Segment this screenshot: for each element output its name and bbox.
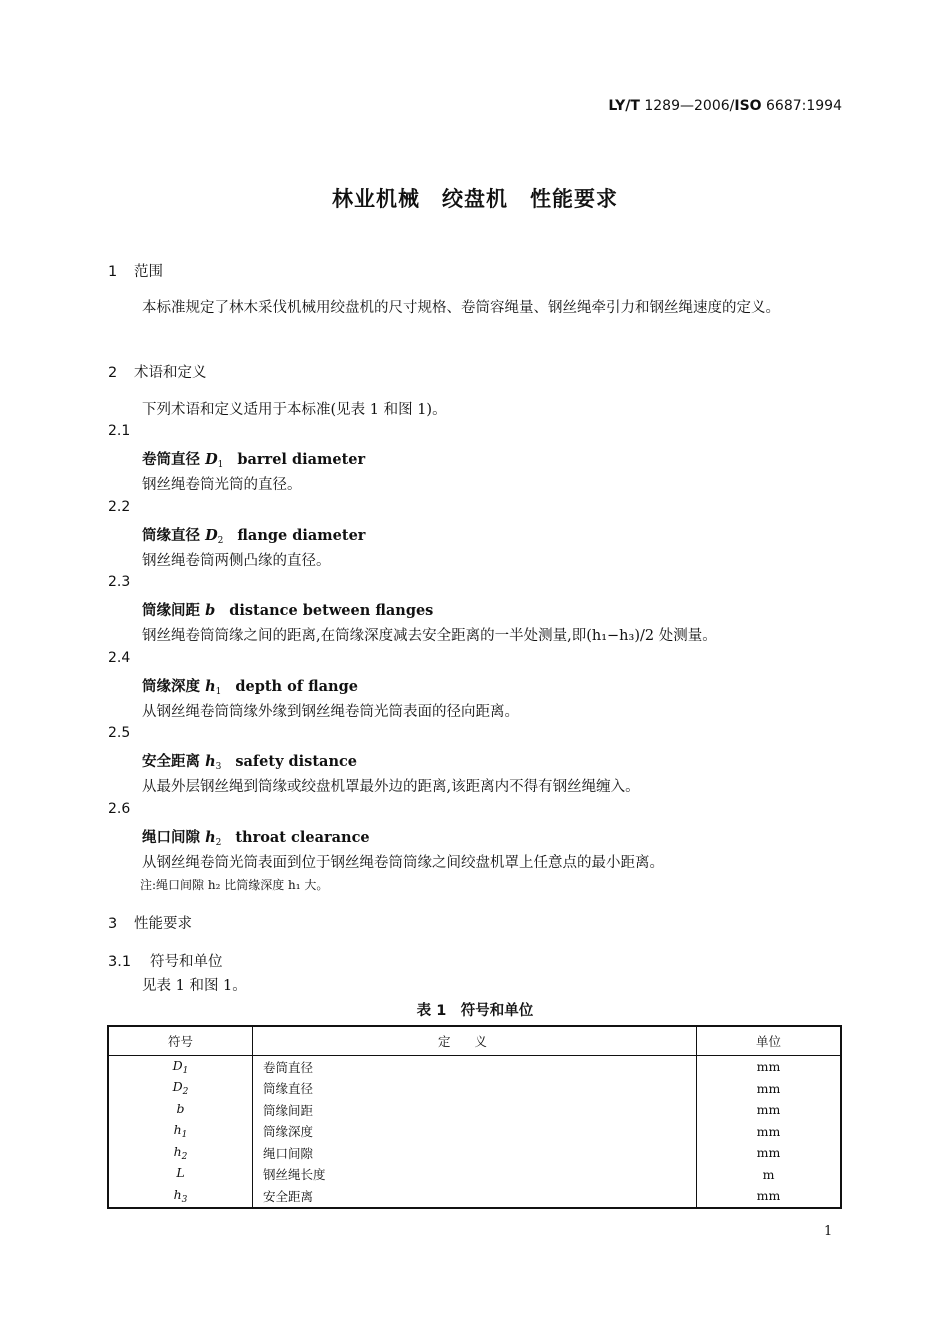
cell-definition: 安全距离 — [253, 1185, 697, 1208]
term-symbol: h — [205, 828, 216, 846]
section-1-heading: 1 范围 — [108, 264, 163, 280]
term-number: 2.3 — [108, 574, 131, 590]
cell-unit: mm — [697, 1078, 842, 1100]
term-number: 2.4 — [108, 649, 131, 666]
table-row — [108, 1099, 841, 1121]
header-symbol: 符号 — [108, 1026, 253, 1056]
term-symbol-sub: 1 — [217, 460, 224, 470]
term-heading — [142, 750, 357, 772]
cell-unit: mm — [697, 1142, 842, 1164]
standard-number: LY/T 1289—2006/ISO 6687:1994 — [608, 98, 842, 114]
term-heading — [142, 448, 365, 470]
term-heading — [142, 524, 365, 546]
term-zh: 安全距离 — [142, 753, 200, 770]
table-row — [108, 1164, 841, 1186]
term-symbol-sub: 1 — [215, 686, 222, 697]
term-en: throat clearance — [235, 828, 370, 846]
term-definition: 钢丝绳卷筒两侧凸缘的直径。 — [142, 552, 331, 569]
term-number: 2.6 — [108, 800, 131, 817]
section-2-heading: 2 术语和定义 — [108, 365, 207, 381]
term-heading — [142, 826, 370, 848]
term-definition: 钢丝绳卷筒光筒的直径。 — [142, 477, 302, 493]
cell-symbol: $h_3$ — [108, 1185, 253, 1208]
term-zh: 卷筒直径 — [142, 451, 200, 468]
cell-definition: 筒缘直径 — [253, 1078, 697, 1100]
page-number: 1 — [824, 1224, 833, 1239]
cell-definition: 筒缘间距 — [253, 1099, 697, 1121]
term-symbol-sub: 2 — [217, 535, 224, 546]
term-symbol: D — [205, 526, 218, 544]
term-zh: 筒缘间距 — [142, 602, 200, 619]
table-row — [108, 1185, 841, 1208]
cell-definition: 卷筒直径 — [253, 1056, 697, 1078]
term-definition: 从钢丝绳卷筒筒缘外缘到钢丝绳卷筒光筒表面的径向距离。 — [142, 703, 519, 720]
cell-definition: 筒缘深度 — [253, 1121, 697, 1143]
term-zh: 筒缘直径 — [142, 526, 200, 544]
cell-definition: 绳口间隙 — [253, 1142, 697, 1164]
term-number: 2.5 — [108, 725, 131, 741]
term-en: flange diameter — [237, 526, 366, 544]
section-3-1-heading: 3.1 符号和单位 — [108, 954, 223, 970]
section-1-text: 本标准规定了林木采伐机械用绞盘机的尺寸规格、卷筒容绳量、钢丝绳牵引力和钢丝绳速度的定义。 — [142, 300, 780, 316]
cell-definition: 钢丝绳长度 — [253, 1164, 697, 1186]
term-en: safety distance — [235, 753, 358, 770]
term-number: 2.2 — [108, 498, 131, 515]
term-heading — [142, 599, 433, 621]
header-definition: 定义 — [253, 1026, 697, 1056]
cell-symbol: L — [108, 1164, 253, 1186]
term-zh: 绳口间隙 — [142, 828, 200, 846]
term-zh: 筒缘深度 — [142, 677, 200, 695]
cell-unit: mm — [697, 1056, 842, 1078]
term-symbol-sub: 2 — [215, 837, 222, 848]
section-2-intro: 下列术语和定义适用于本标准(见表 1 和图 1)。 — [142, 402, 447, 418]
cell-unit: mm — [697, 1099, 842, 1121]
header-unit: 单位 — [697, 1026, 842, 1056]
table-header-row — [108, 1026, 841, 1056]
term-symbol: b — [205, 602, 216, 619]
term-heading — [142, 675, 358, 697]
cell-unit: m — [697, 1164, 842, 1186]
table-row — [108, 1142, 841, 1164]
page-title: 林业机械 绞盘机 性能要求 — [332, 187, 618, 211]
table-caption: 表 1 符号和单位 — [416, 1003, 534, 1019]
cell-symbol: $h_2$ — [108, 1142, 253, 1164]
term-en: distance between flanges — [229, 602, 434, 619]
term-symbol-sub: 3 — [215, 762, 222, 772]
cell-symbol: $D_2$ — [108, 1078, 253, 1100]
term-symbol: h — [205, 753, 216, 770]
term-en: barrel diameter — [237, 451, 366, 468]
term-definition: 从最外层钢丝绳到筒缘或绞盘机罩最外边的距离,该距离内不得有钢丝绳缠入。 — [142, 779, 640, 795]
term-symbol: D — [205, 451, 218, 468]
cell-symbol: $D_1$ — [108, 1056, 253, 1078]
cell-unit: mm — [697, 1185, 842, 1208]
symbols-table — [107, 1025, 842, 1209]
cell-symbol: $h_1$ — [108, 1121, 253, 1143]
section-3-1-text: 见表 1 和图 1。 — [142, 978, 247, 994]
table-row — [108, 1056, 841, 1078]
term-symbol: h — [205, 677, 216, 695]
cell-unit: mm — [697, 1121, 842, 1143]
term-en: depth of flange — [235, 677, 358, 695]
term-number: 2.1 — [108, 423, 131, 439]
term-definition: 从钢丝绳卷筒光筒表面到位于钢丝绳卷筒筒缘之间绞盘机罩上任意点的最小距离。 — [142, 854, 664, 871]
section-3-heading: 3 性能要求 — [108, 916, 192, 932]
term-definition: 钢丝绳卷筒筒缘之间的距离,在筒缘深度减去安全距离的一半处测量,即(h₁−h₃)/2 处测量。 — [142, 628, 717, 644]
cell-symbol: b — [108, 1099, 253, 1121]
table-row — [108, 1121, 841, 1143]
note: 注:绳口间隙 h₂ 比筒缘深度 h₁ 大。 — [140, 878, 329, 892]
table-row — [108, 1078, 841, 1100]
